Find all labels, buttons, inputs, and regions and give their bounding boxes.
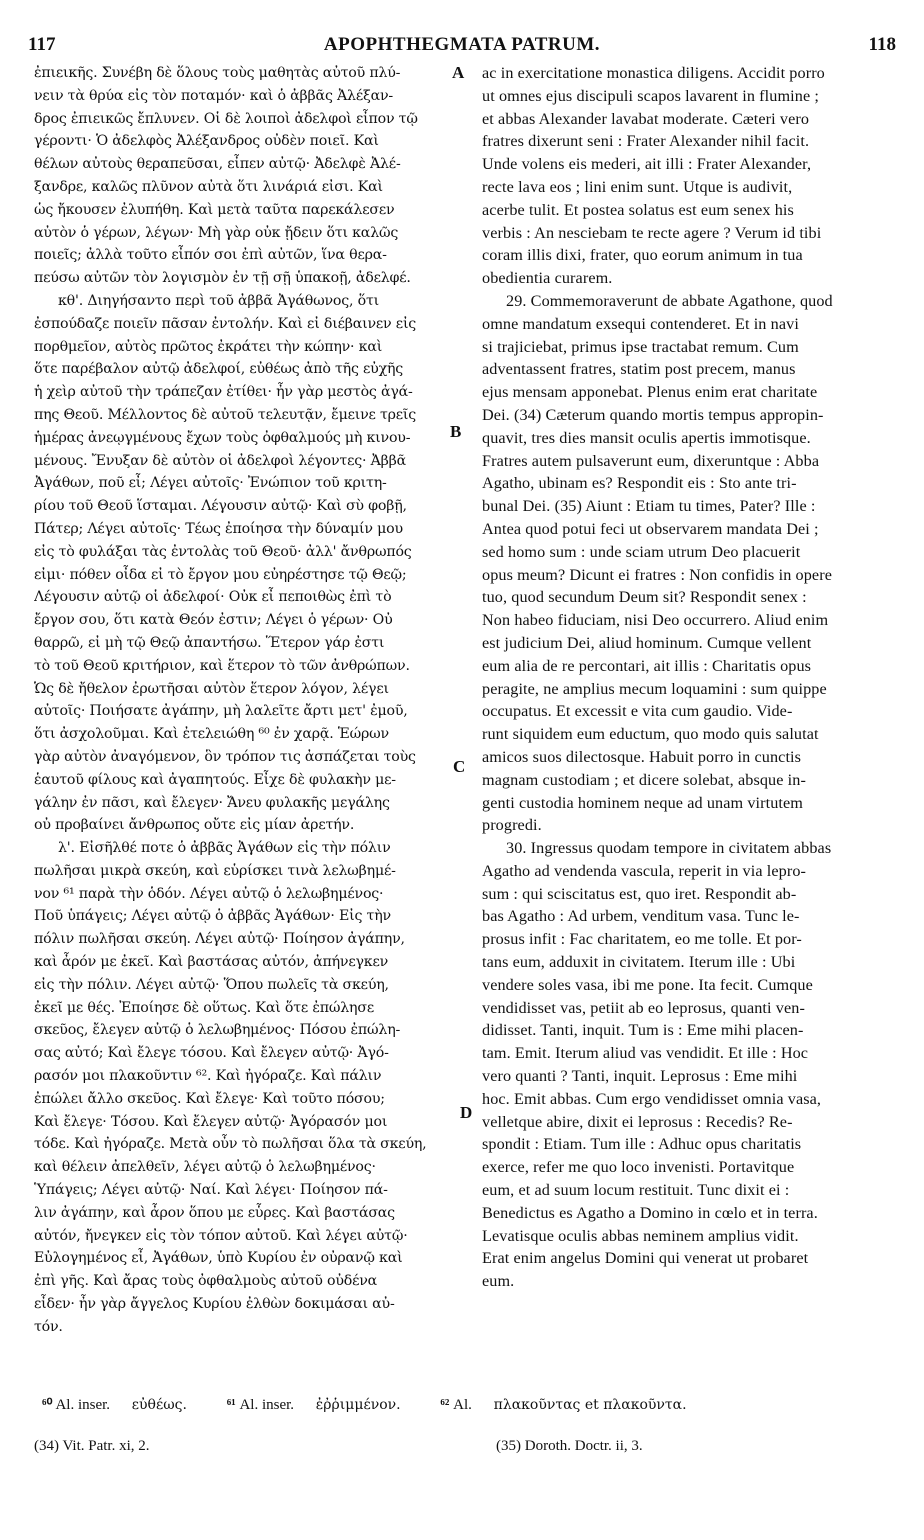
latin-text-line: sum : qui sciscitatus est, quo iret. Respondit ab- (482, 884, 797, 903)
greek-text-line: γὰρ αὐτὸν ἀναγόμενον, ὃν τρόπον τις ἀσπάζεται τοὺς (34, 748, 416, 765)
greek-text-line: Λέγουσιν αὐτῷ οἱ ἀδελφοί· Οὐκ εἶ πεποιθὼς ἐπὶ τὸ (34, 589, 392, 606)
page-header (26, 34, 898, 58)
latin-text-line: genti custodia hominem neque ad unam virtutem (482, 793, 803, 812)
latin-text-line: Fratres autem pulsaverunt eum, dixeruntque : Abba (482, 451, 820, 470)
greek-text-line: πωλῆσαι μικρὰ σκεύη, καὶ εὑρίσκει τινὰ λελωβημέ- (34, 862, 396, 879)
greek-text-line: εἰς τὴν πόλιν. Λέγει αὐτῷ· Ὅπου πωλεῖς τὰ σκεύη, (34, 976, 389, 993)
latin-text-line: amicos suos dilectosque. Habuit porro in cunctis (482, 747, 802, 766)
greek-text-line: εἰς τὸ φυλάξαι τὰς ἐντολὰς τοῦ Θεοῦ· ἀλλ' ἄνθρωπός (34, 543, 412, 560)
latin-text-line: velletque abire, dixit ei leprosus : Recedis? Re- (482, 1112, 793, 1131)
greek-text-line: καὶ θέλειν ἀπελθεῖν, λέγει αὐτῷ ὁ λελωβημένος· (34, 1159, 376, 1176)
latin-text-line: opus meum? Dicunt ei fratres : Non confidis in opere (482, 565, 832, 584)
margin-letter-c: C (453, 757, 466, 776)
footnotes (42, 1395, 902, 1414)
latin-text-line: est judicium Dei, aliud hominum. Cumque vellent (482, 633, 812, 652)
latin-text-line: ac in exercitatione monastica diligens. Accidit porro (482, 64, 825, 82)
latin-text-line: vendere soles vasa, ibi me pone. Ita fecit. Cumque (482, 975, 813, 994)
latin-text-line: recte lava eos ; lini enim sunt. Utque is audivit, (482, 177, 793, 196)
margin-letter-a: A (452, 63, 465, 82)
greek-text-line: εἶδεν· ἦν γὰρ ἄγγελος Κυρίου ἐλθὼν δοκιμάσαι αὐ- (34, 1296, 395, 1313)
footnote-number: ⁶⁰ (42, 1397, 53, 1413)
latin-text-line: magnam custodiam ; et dicere solebat, absque in- (482, 770, 806, 789)
greek-text-line: αὐτοῖς· Ποιήσατε ἀγάπην, μὴ λαλεῖτε ἄρτι μετ' ἐμοῦ, (34, 703, 408, 720)
greek-text-line: μένους. Ἔνυξαν δὲ αὐτὸν οἱ ἀδελφοὶ λέγοντες· Ἀββᾶ (34, 452, 407, 469)
latin-text-line: occupatus. Et excessit e vita cum gaudio. Vide- (482, 702, 793, 721)
greek-text-line: ὡς ἤκουσεν ἐλυπήθη. Καὶ μετὰ ταῦτα παρεκάλεσεν (34, 201, 395, 218)
greek-text-line: ἐσπούδαζε ποιεῖν πᾶσαν ἐντολήν. Καὶ εἰ διέβαινεν εἰς (34, 315, 417, 332)
latin-text-line: tans eum, adduxit in civitatem. Iterum ille : Ubi (482, 953, 796, 972)
latin-text-line: runt siquidem eum eductum, quo modo quis salutat (482, 725, 819, 744)
greek-text-line: θαρρῶ, εἰ μὴ τῷ Θεῷ ἀπαντήσω. Ἕτερον γάρ ἐστι (34, 634, 385, 651)
latin-text-line: si trajiciebat, primus ipse tractabat remum. Cum (482, 337, 799, 356)
latin-text-line: peragite, ne amplius mecum loquamini : sum quippe (482, 679, 827, 698)
greek-text-line: νειν τὰ θρύα εἰς τὸν ποταμόν· καὶ ὁ ἀββᾶς Ἀλέξαν- (34, 87, 393, 104)
greek-text-line: κθ'. Διηγήσαντο περὶ τοῦ ἀββᾶ Ἀγάθωνος, ὅτι (58, 292, 379, 309)
footnote-text: πλακοῦντας et πλακοῦντα. (493, 1397, 687, 1413)
latin-text-line: Dei. (34) Cæterum quando mortis tempus appropin- (482, 405, 824, 424)
footnote-label: Al. inser. (55, 1397, 111, 1413)
latin-text-line: omne mandatum exsequi contenderet. Et in navi (482, 314, 799, 333)
latin-text-line: Unde volens eis mederi, ait illi : Frater Alexander, (482, 155, 812, 174)
greek-text-line: οὐ προβαίνει ἄνθρωπος οὔτε εἰς μίαν ἀρετήν. (34, 817, 355, 834)
footnote-text: εὐθέως. (131, 1397, 187, 1413)
latin-text-line: fratres dixerunt seni : Frater Alexander nihil facit. (482, 132, 810, 151)
footnote-label: Al. (453, 1397, 472, 1413)
greek-text-line: Καὶ ἔλεγε· Τόσου. Καὶ ἔλεγεν αὐτῷ· Ἀγόρασόν μοι (34, 1113, 388, 1130)
footnote-text: ἐῤῥιμμένον. (315, 1397, 401, 1413)
latin-text-line: Benedictus es Agatho a Domino in cœlo et in terra. (482, 1203, 818, 1222)
greek-text-line: Εὐλογημένος εἶ, Ἀγάθων, ὑπὸ Κυρίου ἐν οὐρανῷ καὶ (34, 1250, 403, 1267)
margin-letter-b: B (450, 422, 462, 441)
greek-text-line: λ'. Εἰσῆλθέ ποτε ὁ ἀββᾶς Ἀγάθων εἰς τὴν πόλιν (58, 840, 391, 857)
footnote-number: ⁶¹ (226, 1397, 236, 1413)
latin-text-line: sed homo sum : unde sciam utrum Deo placuerit (482, 542, 801, 561)
latin-text-line: et abbas Alexander lavabat moderate. Cæteri vero (482, 109, 810, 128)
latin-text-line: bunal Dei. (35) Aiunt : Etiam tu times, Pater? Ille : (482, 497, 816, 516)
latin-text-line: obedientia curarem. (482, 269, 613, 288)
footnote-61 (227, 1397, 423, 1413)
greek-text-line: σας αὐτό; Καὶ ἔλεγε τόσου. Καὶ ἔλεγεν αὐτῷ· Ἀγό- (34, 1045, 389, 1062)
greek-text-line: ὅτι ἀσχολοῦμαι. Καὶ ἐτελειώθη ⁶⁰ ἐν χαρᾷ. Ἑώρων (34, 726, 389, 743)
greek-text-line: ἔργον σου, ὅτι κατὰ Θεόν ἐστιν; Λέγει ὁ γέρων· Οὐ (34, 612, 393, 629)
greek-text-line: τόν. (34, 1318, 63, 1335)
latin-text-line: Agatho ad vendenda vascula, reperit in via lepro- (482, 861, 807, 880)
greek-text-line: σκεῦος, ἔλεγεν αὐτῷ ὁ λελωβημένος· Πόσου ἐπώλη- (34, 1022, 401, 1039)
greek-text-line: ἑαυτοῦ φίλους καὶ ἀγαπητούς. Εἶχε δὲ φυλακὴν με- (34, 771, 396, 788)
greek-text-line: ὅτε παρέβαλον αὐτῷ ἀδελφοί, εὐθέως ἀπὸ τῆς εὐχῆς (34, 361, 404, 378)
page-number-right: 118 (868, 34, 896, 55)
footnote-62 (440, 1397, 704, 1413)
latin-text-line: tam. Emit. Iterum aliud vas vendidit. Et ille : Hoc (482, 1044, 809, 1063)
latin-text-line: exerce, refer me quo loco invenisti. Portavitque (482, 1158, 795, 1177)
footnote-label: Al. inser. (239, 1397, 295, 1413)
latin-text-line: ejus mensam apponebat. Plenus enim erat charitate (482, 383, 818, 402)
latin-text-line: Agatho, ubinam es? Respondit eis : Sto ante tri- (482, 474, 797, 493)
footnote-60 (42, 1397, 209, 1413)
greek-text-line: πης Θεοῦ. Μέλλοντος δὲ αὐτοῦ τελευτᾷν, ἔμεινε τρεῖς (34, 406, 417, 423)
latin-text-line: eum, et ad suum locum restituit. Tunc dixit ei : (482, 1181, 790, 1200)
greek-text-line: πόλιν πωλῆσαι σκεύη. Λέγει αὐτῷ· Ποίησον ἀγάπην, (34, 931, 405, 948)
latin-text-line: bas Agatho : Ad urbem, venditum vasa. Tunc le- (482, 907, 800, 926)
latin-text-line: tuo, quod secundum Deum sit? Respondit senex : (482, 588, 807, 607)
reference-35: (35) Doroth. Doctr. ii, 3. (496, 1438, 643, 1454)
latin-text-line: vendidisset vas, petiit ab eo leprosus, quanti ven- (482, 998, 805, 1017)
greek-text-line: αὐτὸν ὁ γέρων, λέγων· Μὴ γὰρ οὐκ ᾔδειν ὅτι καλῶς (34, 224, 399, 241)
latin-text-line: 30. Ingressus quodam tempore in civitatem abbas (506, 839, 832, 858)
greek-text-line: ἐπώλει ἄλλο σκεῦος. Καὶ ἔλεγε· Καὶ τοῦτο πόσου; (34, 1090, 385, 1107)
greek-text-line: εἰμι· πόθεν οἶδα εἰ τὸ ἔργον μου εὐηρέστησε τῷ Θεῷ; (34, 566, 407, 583)
latin-text-line: spondit : Etiam. Tum ille : Adhuc opus charitatis (482, 1135, 802, 1154)
greek-text-line: Ὡς δὲ ἤθελον ἐρωτῆσαι αὐτὸν ἕτερον λόγον, λέγει (34, 680, 389, 697)
latin-text-line: vero quanti ? Tanti, inquit. Leprosus : Eme mihi (482, 1067, 798, 1086)
latin-text-line: Levatisque oculis abbas neminem amplius vidit. (482, 1226, 799, 1245)
greek-text-line: τόδε. Καὶ ἠγόραζε. Μετὰ οὖν τὸ πωλῆσαι ὅλα τὰ σκεύη, (34, 1136, 427, 1153)
latin-text-line: progredi. (482, 816, 542, 835)
greek-text-line: ρασόν μοι πλακοῦντιν ⁶². Καὶ ἠγόραζε. Καὶ πάλιν (34, 1068, 382, 1085)
greek-text-line: ρίου τοῦ Θεοῦ ἵσταμαι. Λέγουσιν αὐτῷ· Καὶ σὺ φοβῇ, (34, 498, 407, 515)
greek-text-line: Ποῦ ὑπάγεις; Λέγει αὐτῷ ὁ ἀββᾶς Ἀγάθων· Εἰς τὴν (34, 908, 391, 925)
latin-text-line: Antea quod potui feci ut observarem mandata Dei ; (482, 519, 819, 538)
greek-text-line: αὐτόν, ἤνεγκεν εἰς τὸν τόπον αὐτοῦ. Καὶ λέγει αὐτῷ· (34, 1227, 408, 1244)
latin-text-line: hoc. Emit abbas. Cum ergo vendidisset omnia vasa, (482, 1089, 822, 1108)
reference-34: (34) Vit. Patr. xi, 2. (34, 1438, 150, 1454)
greek-text-line: τὸ τοῦ Θεοῦ κριτήριον, καὶ ἕτερον τὸ τῶν ἀνθρώπων. (34, 657, 410, 674)
greek-text-line: Ἀγάθων, ποῦ εἶ; Λέγει αὐτοῖς· Ἐνώπιον τοῦ κριτη- (34, 475, 387, 492)
latin-text-line: 29. Commemoraverunt de abbate Agathone, quod (506, 291, 833, 310)
latin-text-line: coram illis dixi, frater, quo eorum animum in tua (482, 246, 803, 265)
greek-column (34, 62, 446, 1339)
greek-text-line: ποιεῖς; ἀλλὰ τοῦτο εἶπόν σοι ἐπὶ αὐτῶν, ἵνα θερα- (34, 247, 387, 264)
greek-text-line: καὶ ἆρόν με ἐκεῖ. Καὶ βαστάσας αὐτόν, ἀπήνεγκεν (34, 954, 389, 971)
greek-text-line: λιν ἀγάπην, καὶ ἆρον ὅπου με εὗρες. Καὶ βαστάσας (34, 1204, 395, 1221)
latin-text-line: eum alia de re percontari, ait illis : Charitatis opus (482, 656, 812, 675)
latin-text-line: Non habeo fiduciam, nisi Deo occurrero. Aliud enim (482, 611, 829, 630)
footnote-number: ⁶² (440, 1397, 450, 1413)
greek-text-line: πεύσω αὐτῶν τὸν λογισμὸν ἐν τῇ σῇ ὑπακοῇ, ἀδελφέ. (34, 270, 411, 287)
greek-text-line: ἡμέρας ἀνεῳγμένους ἔχων τοὺς ὀφθαλμούς μὴ κινου- (34, 429, 411, 446)
latin-text-line: acerbe tulit. Et postea solatus est eum senex his (482, 200, 794, 219)
latin-text-line: verbis : An nesciebam te recte agere ? Verum id tibi (482, 223, 822, 242)
latin-text-line: Erat enim angelus Domini qui venerat ut probaret (482, 1249, 809, 1268)
greek-text-line: ἐκεῖ με θές. Ἐποίησε δὲ οὕτως. Καὶ ὅτε ἐπώλησε (34, 999, 374, 1016)
greek-text-line: ξανδρε, καλῶς πλῦνον αὐτὰ ὅτι λινάριά εἰσι. Καὶ (34, 178, 383, 195)
latin-text-line: adventassent fratres, statim post precem, manus (482, 360, 796, 379)
greek-text-line: ἡ χεὶρ αὐτοῦ τὴν τράπεζαν ἐτίθει· ἦν γὰρ μεστὸς ἀγά- (34, 384, 413, 401)
margin-letter-d: D (460, 1103, 473, 1122)
greek-text-line: γάλην ἐν πᾶσι, καὶ ἔλεγεν· Ἄνευ φυλακῆς μεγάλης (34, 794, 390, 811)
greek-text-line: Πάτερ; Λέγει αὐτοῖς· Τέως ἐποίησα τὴν δύναμίν μου (34, 520, 403, 537)
greek-text-line: ἐπὶ γῆς. Καὶ ἄρας τοὺς ὀφθαλμοὺς αὐτοῦ οὐδένα (34, 1273, 378, 1290)
greek-text-line: θέλων αὐτοὺς θεραπεῦσαι, εἶπεν αὐτῷ· Ἀδελφὲ Ἀλέ- (34, 156, 401, 173)
running-title: APOPHTHEGMATA PATRUM. (323, 34, 601, 55)
greek-text-line: Ὑπάγεις; Λέγει αὐτῷ· Ναί. Καὶ λέγει· Ποίησον πά- (34, 1182, 388, 1199)
latin-text-line: eum. (482, 1272, 515, 1291)
greek-text-line: πορθμεῖον, αὐτὸς πρῶτος ἐκράτει τὴν κώπην· καὶ (34, 338, 383, 355)
latin-text-line: quavit, tres dies mansit oculis apertis immotisque. (482, 428, 811, 447)
greek-text-line: δρος ἐπιεικῶς ἔπλυνεν. Οἱ δὲ λοιποὶ ἀδελφοὶ εἶπον τῷ (34, 110, 418, 127)
latin-text-line: ut omnes ejus discipuli scapos lavarent in flumine ; (482, 86, 819, 105)
greek-text-line: νον ⁶¹ παρὰ τὴν ὁδόν. Λέγει αὐτῷ ὁ λελωβημένος· (34, 885, 384, 902)
page-number-left: 117 (28, 34, 56, 55)
latin-text-line: prosus infit : Fac charitatem, eo me tolle. Et por- (482, 930, 802, 949)
latin-text-line: didisset. Tanti, inquit. Tum is : Eme mihi placen- (482, 1021, 804, 1040)
greek-text-line: γέροντι· Ὁ ἀδελφὸς Ἀλέξανδρος οὐδὲν ποιεῖ. Καὶ (34, 133, 379, 150)
latin-column (482, 62, 892, 1293)
greek-text-line: ἐπιεικῆς. Συνέβη δὲ ὅλους τοὺς μαθητὰς αὐτοῦ πλύ- (34, 65, 401, 81)
